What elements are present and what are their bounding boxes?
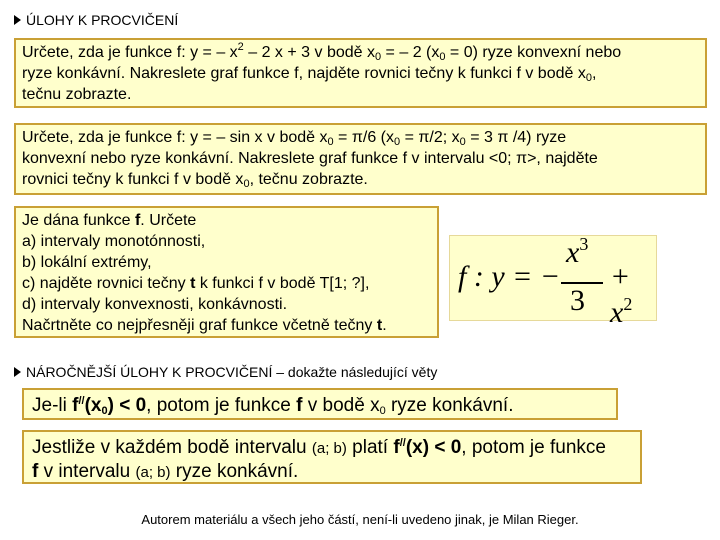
theorem-1-text: Je-li $f^{//}(x_0) < 0$, potom je funkce f v bodě $x_0$ ryze konkávní. — [32, 395, 514, 417]
task-3-box — [14, 206, 439, 338]
theorem-1-box — [22, 388, 618, 420]
task-1-line-1: Určete, zda je funkce f: y = – $x^2 - 2$ x + 3 v bodě $x_0$ = – 2 $(x_0 = 0)$ ryze konvexní nebo — [22, 41, 622, 63]
task-2-box — [14, 123, 707, 195]
formula-numerator: $x^3$ — [566, 234, 589, 269]
task-1-line-3: tečnu zobrazte. — [22, 86, 132, 103]
formula-plus-term: + $x^2$ — [610, 260, 633, 329]
section-heading-advanced — [14, 364, 437, 380]
task-1-line-2: ryze konkávní. Nakreslete graf funkce f, najděte rovnici tečny k funkci f v bodě $x_0$, — [22, 65, 597, 84]
theorem-2-line-2: f v intervalu (a; b) ryze konkávní. — [32, 461, 299, 482]
task-2-line-1: Určete, zda je funkce f: y = – sin x v bodě $x_0 = \pi/6$ ($x_0 = \pi/2$; $x_0 = 3$ π /4) ryze — [22, 129, 567, 148]
task-3-item-c: c) najděte rovnici tečny t k funkci f v bodě T[1; ?], — [22, 275, 370, 292]
task-3-item-a: a) intervaly monotónnosti, — [22, 233, 206, 250]
task-3-line-final: Načrtněte co nejpřesněji graf funkce včetně tečny t. — [22, 317, 387, 334]
task-3-line-1: Je dána funkce f. Určete — [22, 212, 197, 229]
task-3-item-d: d) intervaly konvexnosti, konkávnosti. — [22, 296, 288, 313]
theorem-2-box — [22, 430, 642, 484]
theorem-2-line-1: Jestliže v každém bodě intervalu (a; b) platí f//(x) < 0, potom je funkce — [32, 437, 606, 458]
section-title: ÚLOHY K PROCVIČENÍ — [26, 12, 179, 28]
function-formula — [449, 234, 657, 329]
section-heading-basic — [14, 12, 178, 28]
task-1-box — [14, 38, 707, 108]
formula-lhs: f : y = − — [458, 260, 561, 293]
task-2-line-3: rovnici tečny k funkci f v bodě $x_0$, tečnu zobrazte. — [22, 171, 368, 190]
section-title: NÁROČNĚJŠÍ ÚLOHY K PROCVIČENÍ – dokažte následující věty — [26, 364, 438, 380]
formula-denominator: 3 — [570, 284, 585, 317]
task-3-item-b: b) lokální extrémy, — [22, 254, 152, 271]
triangle-bullet-icon — [14, 15, 21, 25]
triangle-bullet-icon — [14, 367, 21, 377]
author-footer: Autorem materiálu a všech jeho částí, není-li uvedeno jinak, je Milan Rieger. — [141, 512, 579, 527]
task-2-line-2: konvexní nebo ryze konkávní. Nakreslete graf funkce f v intervalu <0; π>, najděte — [22, 150, 598, 167]
